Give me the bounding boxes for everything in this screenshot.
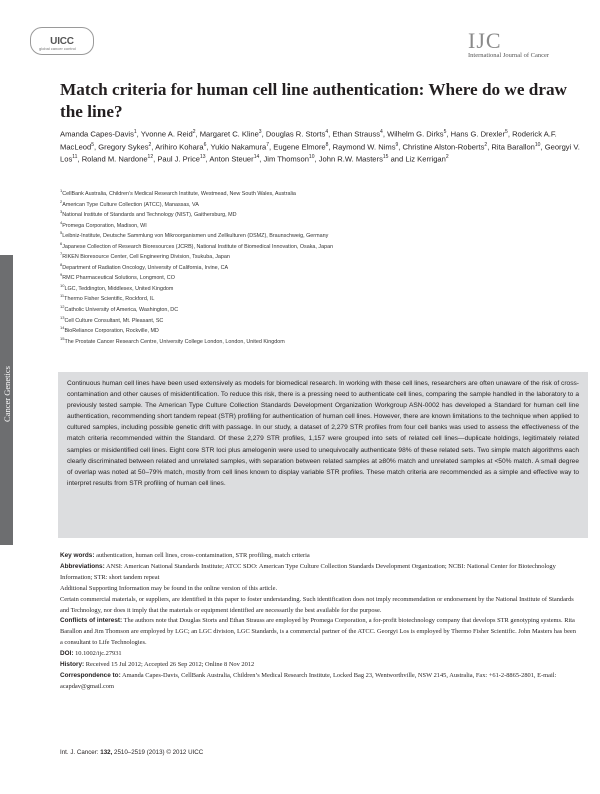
- affiliation-number: 10: [60, 282, 65, 288]
- author-affiliation-marker: 5: [91, 141, 95, 148]
- affiliation-item: [60, 228, 560, 239]
- keywords-text: authentication, human cell lines, cross-contamination, STR profiling, match criteria: [96, 552, 310, 559]
- footer-volume: 132,: [100, 749, 113, 756]
- author-name: Anton Steuer: [209, 154, 254, 164]
- uicc-logo: [30, 27, 94, 55]
- article-metadata: [60, 551, 580, 693]
- author-affiliation-marker: 7: [266, 141, 270, 148]
- footer-journal: Int. J. Cancer:: [60, 749, 99, 756]
- affiliation-item: [60, 260, 560, 271]
- affiliation-item: [60, 197, 560, 208]
- affiliation-number: 14: [60, 325, 65, 331]
- affiliation-text: Department of Radiation Oncology, University of California, Irvine, CA: [62, 264, 229, 271]
- author-affiliation-marker: 11: [72, 154, 78, 161]
- author-name: Jim Thomson: [263, 154, 309, 164]
- affiliation-text: The Prostate Cancer Research Centre, University College London, London, United Kingdom: [64, 338, 285, 345]
- affiliation-number: 4: [60, 219, 63, 225]
- author-name: Paul J. Price: [157, 154, 200, 164]
- author-name: Gregory Sykes: [98, 142, 149, 152]
- conflicts-label: Conflicts of interest:: [60, 617, 123, 625]
- affiliation-text: Japanese Collection of Research Bioresources (JCRB), National Institute of Biomedical Innovation, Osaka, Japan: [62, 243, 334, 250]
- doi-label: DOI:: [60, 650, 74, 658]
- author-affiliation-marker: 12: [147, 154, 154, 161]
- author-name: Rita Barallon: [491, 142, 535, 152]
- author-affiliation-marker: 6: [203, 141, 207, 148]
- abbreviations-line: [60, 562, 580, 584]
- author-affiliation-marker: 2: [192, 129, 196, 135]
- affiliation-text: LGC, Teddington, Middlesex, United Kingdom: [64, 285, 174, 292]
- affiliation-item: [60, 207, 560, 218]
- affiliation-item: [60, 281, 560, 292]
- affiliation-text: Cell Culture Consultant, Mt. Pleasant, SC: [64, 317, 164, 324]
- author-name: John R.W. Masters: [318, 154, 383, 164]
- author-list: Amanda Capes-Davis$^1$, Yvonne A. Reid$^2$, Margaret C. Kline$^3$, Douglas R. Storts$^4$, Ethan Strauss$^4$, Wilhelm G. Dirks$^5$, Hans G. Drexler$^5$, Roderick A.F. MacLeod$^5$, Gregory Sykes$^2$, Arihiro Kohara$^6$, Yukio Nakamura$^7$, Eugene Elmore$^8$, Raymond W. Nims$^9$, Christine Alston-Roberts$^2$, Rita Barallon$^{10}$, Georgyi V. Los$^{11}$, Roland M. Nardone$^{12}$, Paul J. Price$^{13}$, Anton Steuer$^{14}$, Jim Thomson$^{10}$, John R.W. Masters$^{15}$ and Liz Kerrigan$^2$: [60, 129, 580, 164]
- affiliation-number: 1: [60, 188, 63, 193]
- affiliation-item: [60, 218, 560, 229]
- author-name: Douglas R. Storts: [265, 129, 326, 139]
- author-affiliation-marker: 8: [325, 141, 329, 148]
- history-text: Received 15 Jul 2012; Accepted 26 Sep 2012; Online 8 Nov 2012: [85, 661, 255, 669]
- author-name: Raymond W. Nims: [332, 142, 396, 152]
- author-name: Hans G. Drexler: [450, 129, 506, 139]
- affiliation-text: Catholic University of America, Washington, DC: [64, 306, 179, 313]
- author-affiliation-marker: 4: [325, 129, 329, 135]
- affiliation-number: 15: [60, 335, 65, 341]
- correspondence-label: Correspondence to:: [60, 671, 121, 679]
- article-title: Match criteria for human cell line authentication: Where do we draw the line?: [60, 80, 567, 121]
- author-name: Margaret C. Kline: [199, 129, 259, 139]
- conflicts-text: The authors note that Douglas Storts and Ethan Strauss are employed by Promega Corporation, a for-profit biotechnology company that develops STR genotyping systems. Rita Barallon and Jim Thomson are employed by LGC; an LGC division, LGC Standards, is a commercial partner of the ATCC. Georgyi Los is employed by Thermo Fisher Scientific. John Masters has been a consultant to Life Technologies.: [60, 617, 576, 647]
- affiliation-item: [60, 270, 560, 281]
- affiliation-text: RIKEN Bioresource Center, Cell Engineering Division, Tsukuba, Japan: [62, 254, 230, 261]
- affiliation-item: [60, 249, 560, 260]
- author-affiliation-marker: 14: [253, 154, 260, 161]
- author-name: Roland M. Nardone: [81, 154, 148, 164]
- affiliation-text: Thermo Fisher Scientific, Rockford, IL: [64, 296, 155, 303]
- author-affiliation-marker: 2: [484, 141, 488, 148]
- author-name: Ethan Strauss: [332, 129, 381, 139]
- affiliation-number: 9: [60, 272, 63, 278]
- author-name: Georgyi V. Los: [60, 142, 580, 164]
- abbreviations-text: ANSI: American National Standards Institute; ATCC SDO: American Type Culture Collection Standards Development Organization; NCBI: National Center for Biotechnology Information; STR: short tandem repeat: [60, 562, 556, 581]
- abstract-box: Continuous human cell lines have been used extensively as models for biomedical research. In working with these cell lines, researchers are often unaware of the risk of cross-contamination and other causes of misidentification. To reduce this risk, there is a pressing need to authenticate cell lines, comparing the sample handled in the laboratory to a previously tested sample. The American Type Culture Collection Standards Development Organization Workgroup ASN-0002 has developed a Standard for human cell line authentication, recommending short tandem repeat (STR) profiling for authentication of human cell lines. However, there are known limitations to the technique when applied to cultured samples, including possible genetic drift with passage. In our study, a dataset of 2,279 STR profiles from four cell banks was used to assess the effectiveness of the match criteria recommended within the Standard. Of these 2,279 STR profiles, 1,157 were grouped into sets of related cell lines—duplicate holdings, legitimately related samples or misidentified cell lines. Eight core STR loci plus amelogenin were used to unequivocally authenticate 98% of these related sets. Two simple match algorithms each clearly discriminated between related and unrelated samples, with separation between related samples at ≥80% match and unrelated samples at <50% match. A small degree of overlap was noted at 50–79% match, mostly from cell lines known to display variable STR profiles. These match criteria are recommended as a simple and effective way to interpret results from STR profiling of human cell lines.: [58, 372, 588, 538]
- uicc-logo-text: UICC: [50, 35, 74, 47]
- author-name: Roderick A.F. MacLeod: [60, 129, 557, 152]
- author-name: Christine Alston-Roberts: [402, 142, 485, 152]
- author-affiliation-marker: 2: [148, 141, 152, 148]
- keywords-label: Key words:: [60, 552, 95, 559]
- history-line: [60, 660, 580, 671]
- affiliation-item: [60, 323, 560, 334]
- correspondence-text: Amanda Capes-Davis, CellBank Australia, Children’s Medical Research Institute, Locked Bag 23, Wentworthville, NSW 2145, Australia, Fax: +61-2-8865-2801, E-mail: acapdav@gmail.com: [60, 671, 557, 690]
- affiliation-item: [60, 239, 560, 250]
- doi-line: [60, 649, 580, 660]
- affiliation-list: [60, 186, 560, 344]
- author-affiliation-marker: 15: [382, 154, 389, 161]
- page-footer: [60, 749, 203, 756]
- affiliation-text: CellBank Australia, Children’s Medical Research Institute, Westmead, New South Wales, Australia: [62, 190, 296, 197]
- affiliation-text: American Type Culture Collection (ATCC), Manassas, VA: [62, 201, 199, 208]
- doi-link[interactable]: 10.1002/ijc.27931: [75, 650, 122, 658]
- journal-abbr: IJC: [468, 28, 502, 53]
- author-affiliation-marker: 10: [534, 141, 541, 148]
- correspondence-line: [60, 671, 580, 693]
- author-affiliation-marker: 13: [199, 154, 206, 161]
- history-label: History:: [60, 661, 85, 669]
- author-affiliation-marker: 5: [443, 129, 447, 135]
- affiliation-number: 3: [60, 209, 63, 215]
- affiliation-text: Leibniz-Institute, Deutsche Sammlung von Mikroorganismen und Zellkulturen (DSMZ), Braunschweig, Germany: [62, 232, 329, 239]
- keywords-line: [60, 551, 580, 562]
- author-name: Yukio Nakamura: [210, 142, 267, 152]
- affiliation-text: RMC Pharmaceutical Solutions, Longmont, CO: [62, 275, 175, 282]
- affiliation-text: BioReliance Corporation, Rockville, MD: [64, 327, 159, 334]
- affiliation-number: 2: [60, 198, 63, 204]
- author-affiliation-marker: 1: [133, 129, 137, 135]
- footer-pages: 2510–2519 (2013) © 2012 UICC: [114, 749, 204, 756]
- affiliation-text: National Institute of Standards and Technology (NIST), Gaithersburg, MD: [62, 211, 237, 218]
- author-name: Amanda Capes-Davis: [60, 129, 134, 139]
- affiliation-number: 8: [60, 261, 63, 267]
- affiliation-item: [60, 302, 560, 313]
- author-connector: and: [390, 154, 404, 164]
- author-affiliation-marker: 10: [308, 154, 315, 161]
- author-name: Yvonne A. Reid: [140, 129, 193, 139]
- affiliation-number: 5: [60, 230, 63, 236]
- affiliation-item: [60, 186, 560, 197]
- affiliation-item: [60, 334, 560, 345]
- author-affiliation-marker: 3: [258, 129, 262, 135]
- affiliation-number: 12: [60, 304, 65, 310]
- author-affiliation-marker: 5: [505, 129, 508, 135]
- conflicts-line: [60, 616, 580, 649]
- author-name: Wilhelm G. Dirks: [387, 129, 444, 139]
- author-name: Liz Kerrigan: [405, 154, 446, 164]
- author-affiliation-marker: 2: [445, 154, 449, 161]
- affiliation-item: [60, 291, 560, 302]
- uicc-logo-subtext: global cancer control: [39, 46, 76, 51]
- affiliation-number: 13: [60, 314, 65, 320]
- author-affiliation-marker: 4: [380, 129, 383, 135]
- affiliation-number: 6: [60, 240, 63, 246]
- supporting-info-line: Additional Supporting Information may be found in the online version of this article.: [60, 584, 278, 592]
- author-affiliation-marker: 9: [395, 141, 399, 148]
- affiliation-number: 7: [60, 251, 63, 257]
- author-name: Arihiro Kohara: [155, 142, 204, 152]
- author-name: Eugene Elmore: [273, 142, 326, 152]
- disclaimer-paragraph: Certain commercial materials, or suppliers, are identified in this paper to foster understanding. Such identification does not imply recommendation or endorsement by the National Institute of Standards and Technology, nor does it imply that the materials or equipment identified are necessarily the best available for the purpose.: [60, 595, 574, 614]
- section-side-label: Cancer Genetics: [2, 366, 12, 422]
- affiliation-text: Promega Corporation, Madison, WI: [62, 222, 147, 229]
- abbreviations-label: Abbreviations:: [60, 562, 105, 570]
- affiliation-number: 11: [60, 293, 65, 299]
- journal-masthead: [468, 28, 578, 59]
- affiliation-item: [60, 313, 560, 324]
- journal-full-name: International Journal of Cancer: [468, 52, 550, 59]
